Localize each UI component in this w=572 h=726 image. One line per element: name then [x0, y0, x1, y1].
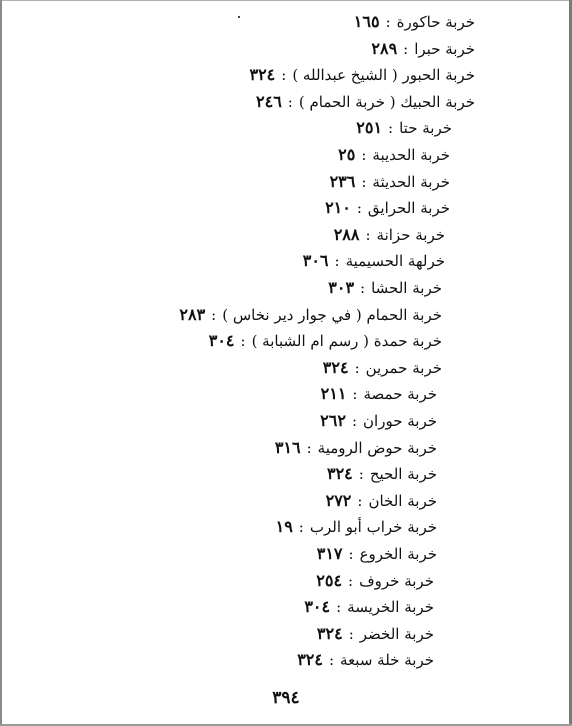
index-entry	[297, 650, 434, 670]
index-entry	[328, 278, 442, 298]
entry-page: ٢٣٦	[329, 171, 356, 191]
entry-page: ٢٥١	[356, 118, 383, 138]
index-entry	[334, 225, 445, 245]
entry-name: خربة الخضر	[359, 624, 434, 643]
entry-separator: :	[365, 225, 371, 244]
entry-separator: :	[334, 252, 340, 271]
index-entry	[179, 305, 442, 325]
entry-name: خربة حمصة	[363, 385, 437, 404]
index-entry	[275, 438, 437, 458]
entry-separator: :	[306, 438, 312, 457]
index-entry	[326, 491, 437, 511]
index-entry	[330, 172, 450, 192]
entry-separator: :	[240, 332, 246, 351]
index-entry	[209, 331, 442, 351]
index-entry	[323, 358, 442, 378]
index-entry	[303, 251, 445, 271]
entry-name: خربة خلة سبعة	[340, 651, 434, 670]
entry-separator: :	[351, 412, 358, 430]
entry-separator: :	[360, 279, 366, 297]
entry-separator: :	[348, 624, 354, 643]
index-entry	[317, 544, 437, 564]
index-entry	[325, 198, 450, 218]
entry-separator: :	[352, 385, 358, 404]
index-entry	[304, 597, 434, 617]
index-entry	[321, 384, 437, 404]
entry-page: ٣٢٤	[322, 357, 349, 377]
entry-name: خربة خراب أبو الرب	[309, 518, 437, 537]
entry-page: ٣٢٤	[326, 464, 353, 484]
index-entry	[316, 571, 434, 591]
page-number: ٣٩٤	[272, 688, 300, 708]
entry-separator: :	[361, 146, 367, 164]
index-entry	[256, 92, 475, 112]
entry-page: ١٩	[275, 517, 293, 537]
entry-page: ٢٨٣	[179, 304, 206, 324]
index-entry	[320, 411, 437, 431]
entry-separator: :	[356, 199, 362, 218]
index-entry	[276, 517, 437, 537]
entry-name: خربة حزانة	[376, 225, 445, 244]
index-entry	[317, 624, 434, 644]
index-entry	[371, 39, 475, 59]
entry-separator: :	[281, 66, 287, 85]
entry-separator: :	[348, 545, 354, 563]
entry-page: ٣٠٤	[208, 331, 235, 351]
entry-page: ٣١٦	[274, 437, 301, 457]
entry-page: ٢٧٢	[325, 490, 352, 510]
entry-name: خربة الحشا	[371, 279, 442, 297]
entry-name: خربة الحمام ( في جوار دير نخاس )	[222, 305, 442, 324]
index-entry	[338, 145, 450, 165]
entry-name: خربة حبرا	[414, 39, 475, 58]
entry-name: خربة الحيح	[369, 465, 437, 484]
entry-name: خربة حاكورة	[396, 13, 475, 31]
entry-separator: :	[357, 491, 363, 510]
entry-page: ٢٨٨	[333, 224, 360, 244]
entry-separator: :	[328, 651, 335, 670]
entry-separator: :	[388, 119, 394, 138]
entry-page: ٢٦٢	[320, 411, 346, 430]
entry-page: ٢٨٩	[371, 38, 398, 58]
entry-name: خربة الحرايق	[367, 199, 450, 218]
entry-name: خربة الحديبة	[372, 146, 450, 164]
index-entry	[327, 464, 437, 484]
entry-name: خربة حوران	[363, 412, 437, 430]
index-entry	[249, 65, 475, 85]
entry-name: خربة الحبور ( الشيخ عبدالله )	[292, 66, 475, 85]
entry-page: ٣١٧	[316, 544, 343, 563]
entry-separator: :	[358, 465, 364, 484]
entry-name: خربة الخروع	[359, 545, 437, 563]
entry-separator: :	[385, 13, 391, 31]
entry-name: خربة خروف	[359, 571, 434, 590]
entry-name: خربة حمرين	[365, 358, 442, 377]
entry-page: ٢٥	[338, 145, 356, 164]
entry-page: ٣٢٤	[316, 623, 343, 643]
entry-page: ٣٠٤	[304, 597, 331, 617]
entry-name: خربة حتا	[399, 119, 452, 138]
entry-page: ٢٥٤	[316, 570, 343, 590]
entry-separator: :	[354, 358, 360, 377]
entry-name: خربة الخريسة	[347, 598, 434, 617]
entry-page: ١٦٥	[353, 12, 380, 31]
entry-page: ٢٤٦	[256, 91, 282, 111]
entry-separator: :	[348, 571, 354, 590]
entry-page: ٣٢٤	[297, 650, 323, 670]
entry-name: خربة حوض الرومية	[317, 438, 437, 457]
entry-separator: :	[403, 39, 409, 58]
entry-page: ٣٠٦	[302, 251, 329, 271]
entry-page: ٣٢٤	[249, 65, 276, 85]
entry-name: خربة الخان	[368, 491, 437, 510]
index-entry	[356, 118, 452, 138]
entry-name: خربة الحديثة	[372, 172, 450, 191]
entry-separator: :	[211, 305, 217, 324]
index-entry	[354, 12, 475, 32]
entry-name: خربة الحبيك ( خربة الحمام )	[298, 92, 475, 111]
entry-page: ٣٠٣	[328, 278, 355, 297]
entry-name: خربة حمدة ( رسم ام الشبابة )	[251, 332, 442, 351]
entry-separator: :	[287, 92, 293, 111]
entry-name: خرلهة الحسيمية	[345, 252, 445, 271]
entry-separator: :	[298, 518, 304, 537]
entry-page: ٢١٠	[325, 198, 351, 218]
entry-separator: :	[361, 172, 367, 191]
entry-page: ٢١١	[320, 384, 347, 404]
entry-separator: :	[336, 598, 342, 617]
